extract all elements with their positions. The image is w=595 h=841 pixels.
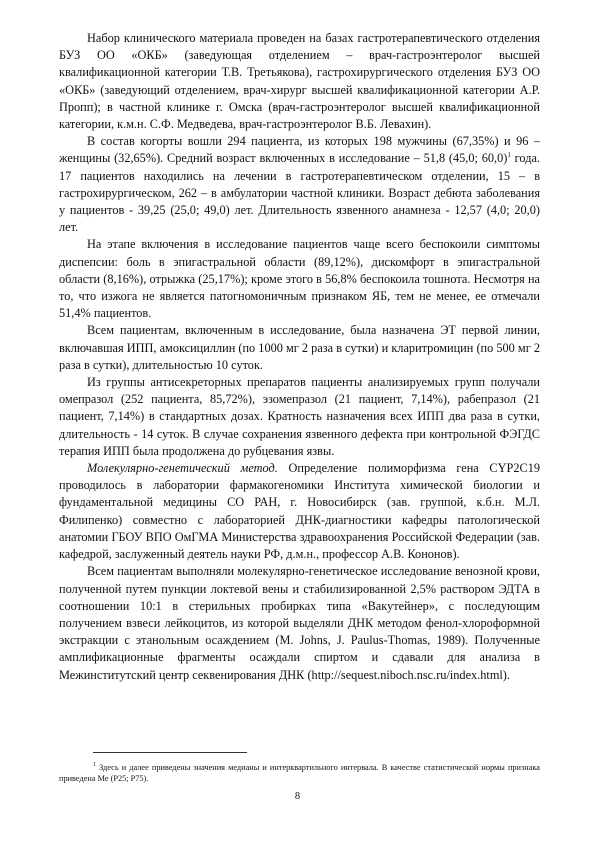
cohort-text-part2: года. 17 пациентов находились на лечении в гастротерапевтическом отделении, 15 – в гастрохирургическом, 262 – в амбулатории частной клиники. Возраст дебюта заболевания у пациентов - 39,25 (25,0; 49,0) лет. Длительность язвенного анамнеза - 12,57 (4,0; 20,0) лет.: [59, 151, 540, 235]
paragraph-molecular-method: [59, 460, 540, 563]
paragraph-dna-analysis: Всем пациентам выполняли молекулярно-генетическое исследование венозной крови, полученной путем пункции локтевой вены и стабилизированной 2,5% раствором ЭДТА в соотношении 10:1 в стерильных пробирках типа «Вакутейнер», с последующим получением взвеси лейкоцитов, из которой выделяли ДНК методом фенол-хлороформной экстракции с этанольным осаждением (M. Johns, J. Paulus-Thomas, 1989). Полученные амплификационные фрагменты осаждали спиртом и сдавали для анализа в Межинститутский центр секвенирования ДНК (http://sequest.niboch.nsc.ru/index.html).: [59, 564, 540, 682]
paragraph-cohort: [59, 133, 540, 236]
paragraph-clinical-bases: Набор клинического материала проведен на базах гастротерапевтического отделения БУЗ ОО «ОКБ» (заведующая отделением – врач-гастроэнтеролог высшей квалификационной категории Т.В. Третьякова), гастрохирургического отделения БУЗ ОО «ОКБ» (заведующий отделением, врач-хирург высшей квалификационной категории А.Р. Пропп); в частной клинике г. Омска (врач-гастроэнтеролог высшей квалификационной категории, к.м.н. С.Ф. Медведева, врач-гастроэнтеролог В.Б. Левахин).: [59, 31, 540, 132]
paragraph-symptoms: На этапе включения в исследование пациентов чаще всего беспокоили симптомы диспепсии: боль в эпигастральной области (89,12%), дискомфорт в эпигастральной области (8,16%), отрыжка (25,17%); кроме этого в 56,8% беспокоила тошнота. Несмотря на то, что изжога не является патогномоничным признаком ЯБ, тем не менее, ее отмечали 51,4% пациентов.: [59, 237, 540, 321]
footnote-separator: [93, 752, 247, 753]
paragraph-antisecretory: Из группы антисекреторных препаратов пациенты анализируемых групп получали омепразол (252 пациента, 85,72%), эзомепразол (21 пациент, 7,14%), рабепразол (21 пациент, 7,14%) в стандартных дозах. Кратность назначения всех ИПП два раза в сутки, длительность - 14 суток. В случае сохранения язвенного дефекта при контрольной ФЭГДС терапия ИПП была продолжена до рубцевания язвы.: [59, 375, 540, 458]
paragraph-eradication-therapy: Всем пациентам, включенным в исследование, была назначена ЭТ первой линии, включавшая ИПП, амоксициллин (по 1000 мг 2 раза в сутки) и кларитромицин (по 500 мг 2 раза в сутки), длительностью 10 суток.: [59, 323, 540, 372]
footnote-text: Здесь и далее приведены значения медианы и интерквартильного интервала. В качестве статистической нормы признака приведена Ме (Р25; Р75).: [59, 763, 540, 784]
footnote-reference[interactable]: 1: [507, 151, 511, 160]
page-number: 8: [294, 791, 301, 802]
section-heading-inline: Молекулярно-генетический метод.: [87, 461, 278, 476]
footnote: [59, 762, 540, 784]
footnote-marker: 1: [93, 762, 96, 769]
document-body: [59, 30, 540, 684]
cohort-text-part1: В состав когорты вошли 294 пациента, из которых 198 мужчины (67,35%) и 96 – женщины (32,65%). Средний возраст включенных в исследование – 51,8 (45,0; 60,0): [59, 134, 540, 166]
molecular-method-text: Определение полиморфизма гена CYP2C19 проводилось в лаборатории фармакогеномики Института химической биологии и фундаментальной медицины СО РАН, г. Новосибирск (зав. группой, к.б.н. М.Л. Филипенко) совместно с лабораторией ДНК-диагностики кафедры патологической анатомии ГБОУ ВПО ОмГМА Министерства здравоохранения Российской Федерации (зав. кафедрой, заслуженный деятель науки РФ, д.м.н., профессор А.В. Кононов).: [59, 461, 541, 562]
